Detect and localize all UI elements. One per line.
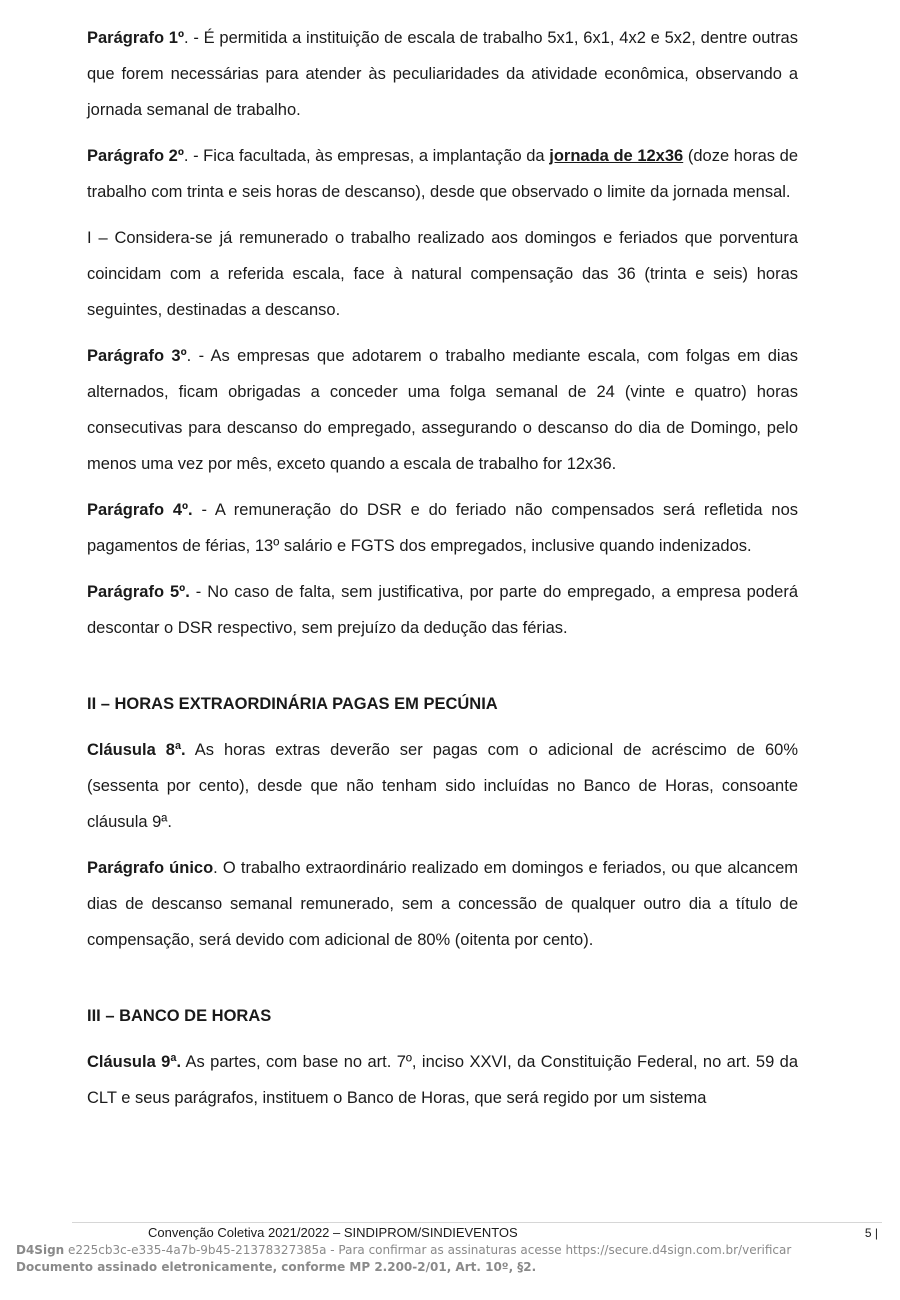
paragraph-1 [87,20,798,128]
paragraph-text: . O trabalho extraordinário realizado em domingos e feriados, ou que alcancem dias de descanso semanal remunerado, sem a concessão de qualquer outro dia a título de compensação, será devido com adicional de 80% (oitenta por cento). [87,859,798,949]
item-i [87,220,798,328]
clause-9 [87,1044,798,1116]
paragraph-text: (doze horas de trabalho com trinta e seis horas de descanso), desde que observado o limite da jornada mensal. [87,147,798,201]
paragraph-2 [87,138,798,210]
signature-legal-notice: Documento assinado eletronicamente, conforme MP 2.200-2/01, Art. 10º, §2. [16,1260,537,1274]
paragraph-label: Parágrafo 1º [87,29,185,47]
section-heading-iii: III – BANCO DE HORAS [87,1007,272,1025]
paragraph-label: Parágrafo único [87,859,214,877]
paragraph-unico [87,850,798,958]
paragraph-text: . - Fica facultada, às empresas, a implantação da [183,147,550,165]
paragraph-5 [87,574,798,646]
paragraph-3 [87,338,798,482]
page-number: 5 | [864,1226,878,1240]
signature-verification-line [16,1243,791,1257]
paragraph-label: Parágrafo 2º [87,147,184,165]
footer-divider [72,1222,882,1223]
signature-verification-text: e225cb3c-e335-4a7b-9b45-21378327385a - Para confirmar as assinaturas acesse https://secure.d4sign.com.br/verificar [64,1243,792,1257]
footer-title: Convenção Coletiva 2021/2022 – SINDIPROM/SINDIEVENTOS [148,1225,518,1240]
clause-text: As partes, com base no art. 7º, inciso XXVI, da Constituição Federal, no art. 59 da CLT e seus parágrafos, instituem o Banco de Horas, que será regido por um sistema [87,1053,799,1107]
clause-label: Cláusula 8ª. [87,741,186,759]
clause-label: Cláusula 9ª. [87,1053,182,1071]
paragraph-4 [87,492,798,564]
clause-text: As horas extras deverão ser pagas com o adicional de acréscimo de 60% (sessenta por cento), desde que não tenham sido incluídas no Banco de Horas, consoante cláusula 9ª. [87,741,798,831]
paragraph-text: I – Considera-se já remunerado o trabalho realizado aos domingos e feriados que porventura coincidam com a referida escala, face à natural compensação das 36 (trinta e seis) horas seguintes, destinadas a descanso. [87,229,798,319]
paragraph-text: - No caso de falta, sem justificativa, por parte do empregado, a empresa poderá descontar o DSR respectivo, sem prejuízo da dedução das férias. [87,583,799,637]
paragraph-text: - A remuneração do DSR e do feriado não compensados será refletida nos pagamentos de férias, 13º salário e FGTS dos empregados, inclusive quando indenizados. [87,501,798,555]
paragraph-text: . - É permitida a instituição de escala de trabalho 5x1, 6x1, 4x2 e 5x2, dentre outras que forem necessárias para atender às peculiaridades da atividade econômica, observando a jornada semanal de trabalho. [87,29,798,119]
section-heading-ii: II – HORAS EXTRAORDINÁRIA PAGAS EM PECÚNIA [87,695,498,713]
document-body [87,20,798,1126]
signature-brand: D4Sign [16,1243,65,1257]
paragraph-text: . - As empresas que adotarem o trabalho mediante escala, com folgas em dias alternados, ficam obrigadas a conceder uma folga semanal de 24 (vinte e quatro) horas consecutivas para descanso do empregado, assegurando o descanso do dia de Domingo, pelo menos uma vez por mês, exceto quando a escala de trabalho for 12x36. [87,347,798,473]
underlined-term: jornada de 12x36 [549,147,684,165]
paragraph-label: Parágrafo 5º. [87,583,190,601]
clause-8 [87,732,798,840]
paragraph-label: Parágrafo 3º [87,347,187,365]
paragraph-label: Parágrafo 4º. [87,501,193,519]
